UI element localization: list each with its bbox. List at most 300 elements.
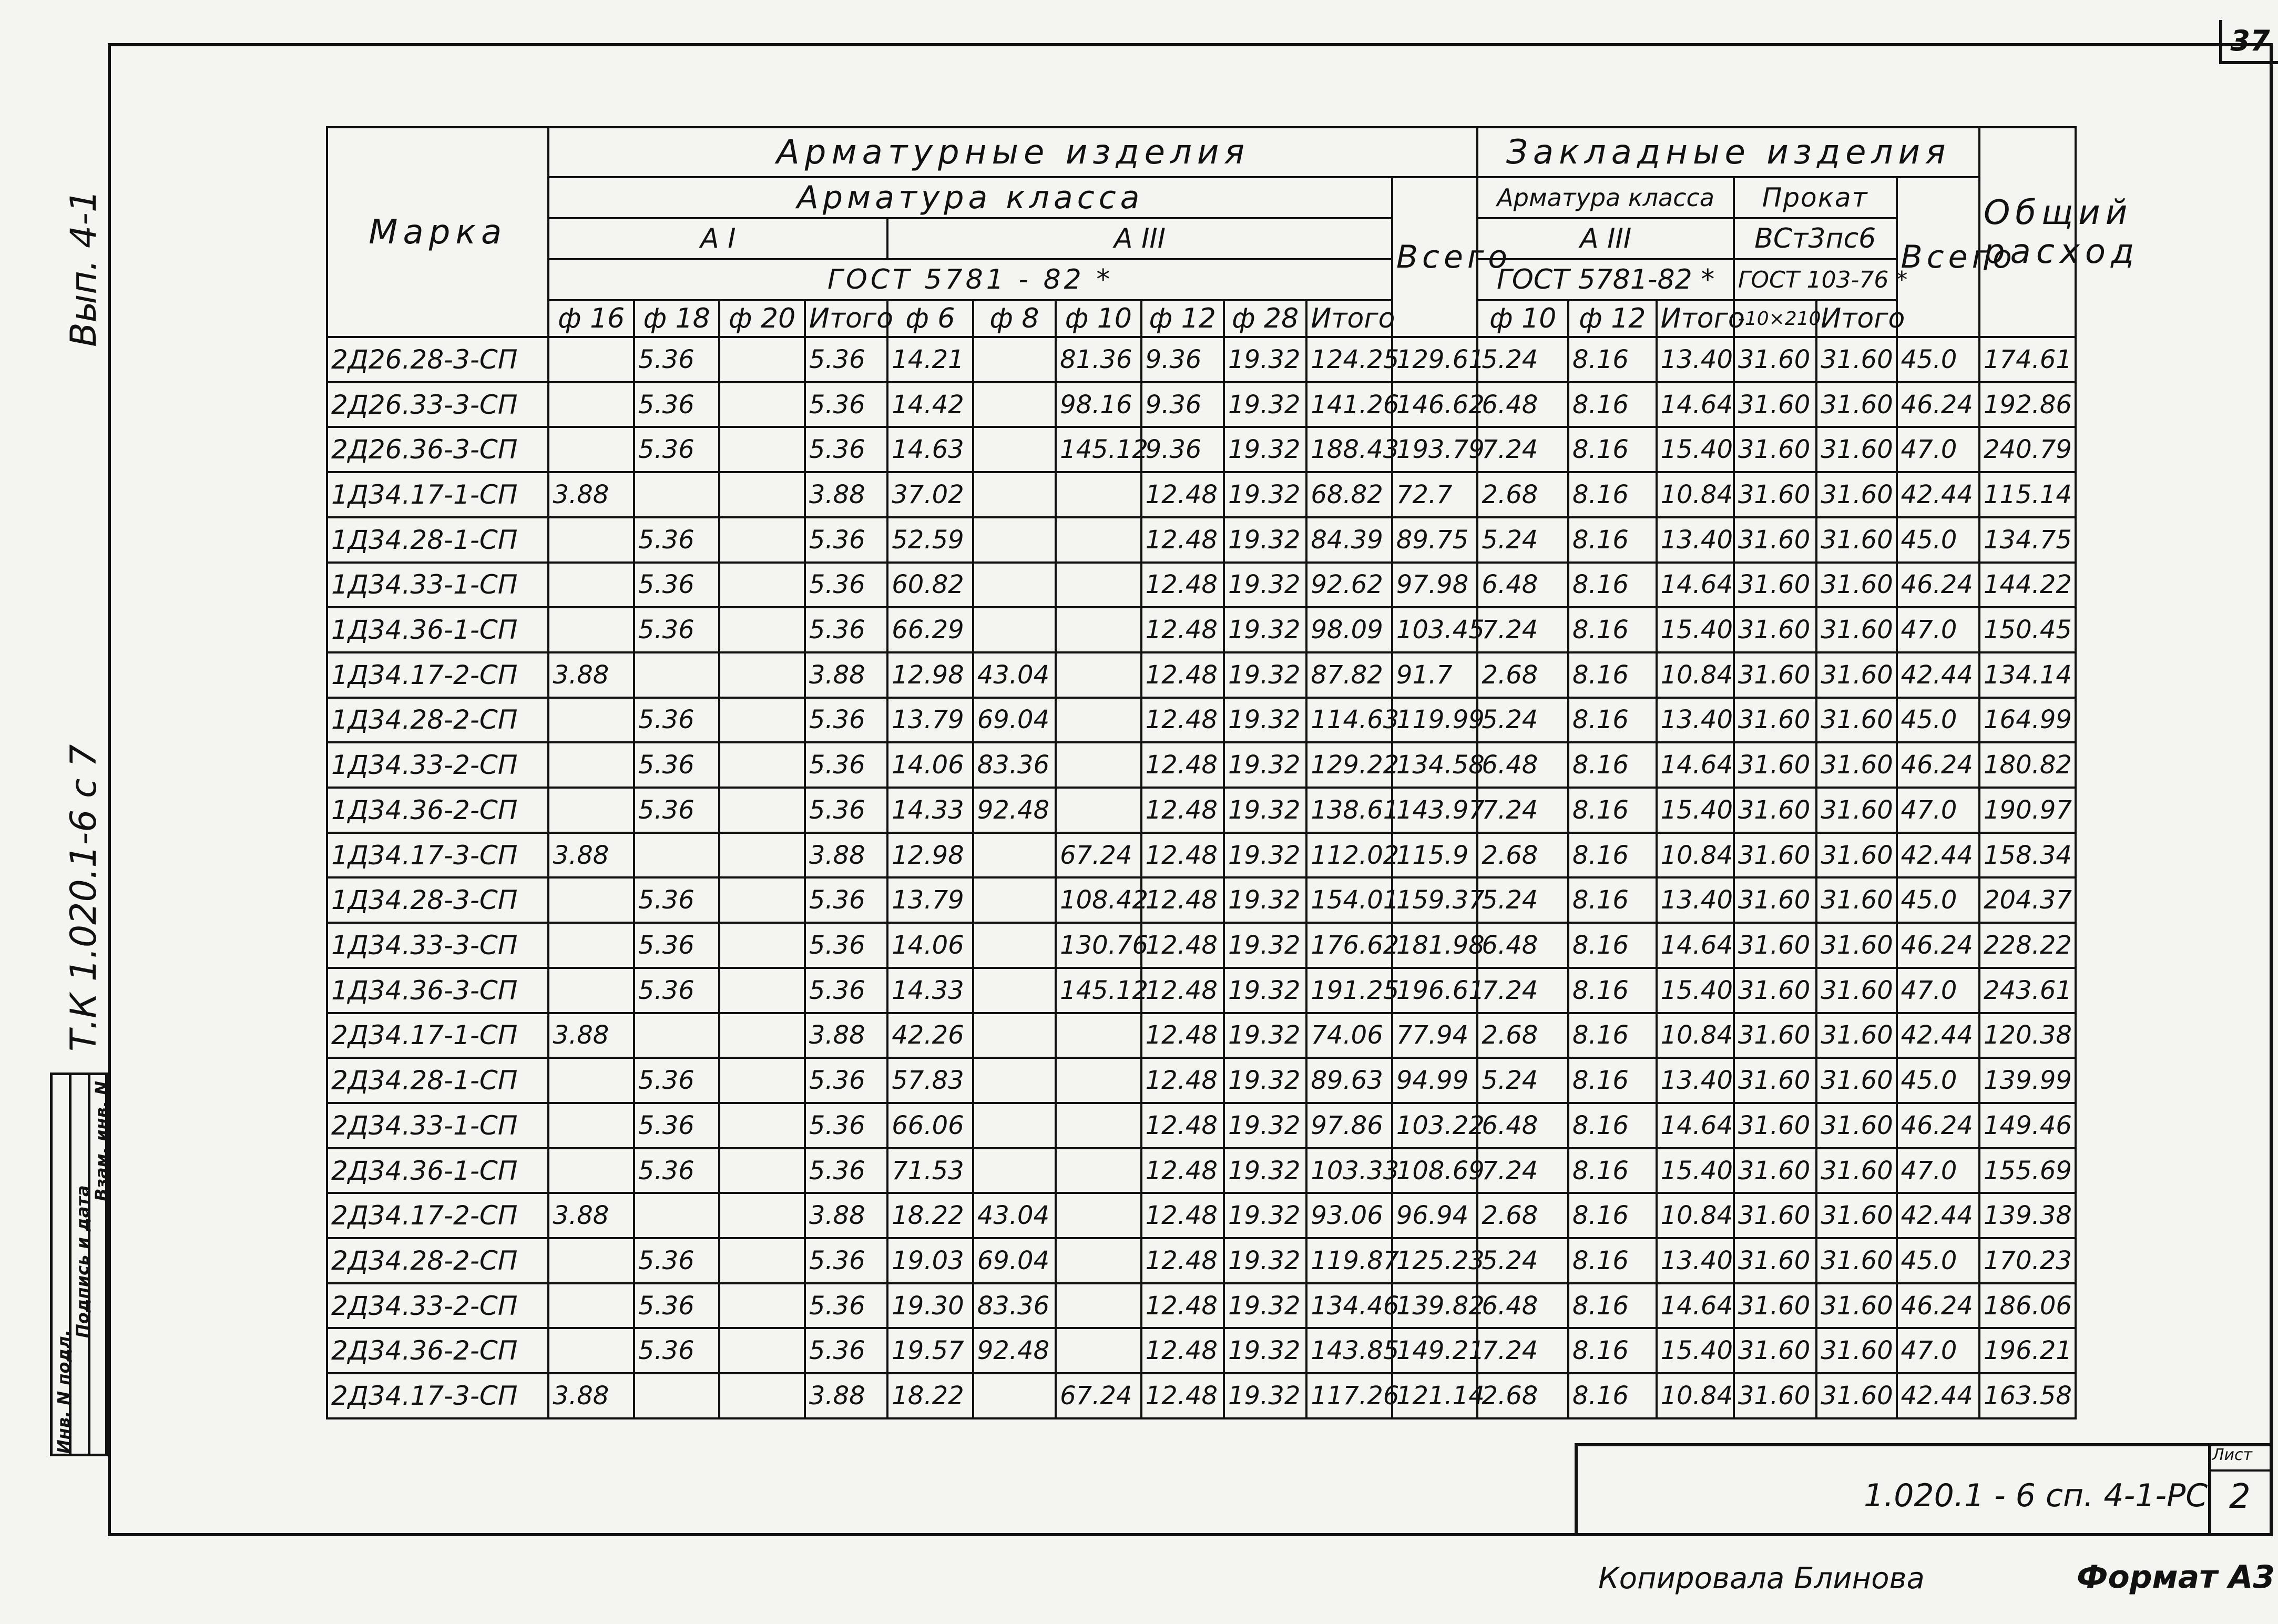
row-value: 46.24 xyxy=(1897,563,1979,608)
row-value: 3.88 xyxy=(548,1013,634,1058)
row-value: 31.60 xyxy=(1816,833,1896,878)
row-value: 96.94 xyxy=(1392,1193,1478,1238)
column-header: Итого xyxy=(805,300,887,337)
row-value: 5.36 xyxy=(805,427,887,472)
sheet-divider xyxy=(2208,1469,2273,1472)
row-mark: 2Д34.17-1-СП xyxy=(327,1013,548,1058)
row-value: 5.36 xyxy=(634,517,719,563)
row-value: 8.16 xyxy=(1568,1193,1657,1238)
row-value: 5.36 xyxy=(805,788,887,833)
row-value: 14.06 xyxy=(887,742,973,788)
row-value xyxy=(973,1148,1056,1193)
header-z-armatura-klassa: Арматура класса xyxy=(1477,177,1733,218)
row-value: 5.36 xyxy=(634,1103,719,1148)
row-value: 31.60 xyxy=(1816,1328,1896,1373)
row-value: 12.48 xyxy=(1141,877,1224,923)
row-value: 19.32 xyxy=(1224,1238,1306,1283)
row-value: 19.32 xyxy=(1224,1193,1306,1238)
row-mark: 2Д26.33-3-СП xyxy=(327,382,548,427)
row-value: 103.45 xyxy=(1392,607,1478,652)
row-value: 13.79 xyxy=(887,877,973,923)
row-value: 5.36 xyxy=(805,742,887,788)
row-value xyxy=(973,968,1056,1013)
row-value: 43.04 xyxy=(973,1193,1056,1238)
row-value: 7.24 xyxy=(1477,1148,1568,1193)
row-value: 14.64 xyxy=(1657,382,1734,427)
row-value: 31.60 xyxy=(1734,1283,1816,1329)
row-value: 94.99 xyxy=(1392,1058,1478,1103)
sheet-number: 2 xyxy=(2229,1477,2251,1516)
row-value xyxy=(719,337,804,382)
row-value xyxy=(1056,698,1141,743)
table-row xyxy=(327,833,2076,878)
row-value: 12.48 xyxy=(1141,607,1224,652)
row-value: 7.24 xyxy=(1477,1328,1568,1373)
row-value: 8.16 xyxy=(1568,1103,1657,1148)
row-value: 93.06 xyxy=(1306,1193,1392,1238)
row-value: 8.16 xyxy=(1568,1328,1657,1373)
row-value xyxy=(548,607,634,652)
row-value: 67.24 xyxy=(1056,833,1141,878)
row-value: 19.32 xyxy=(1224,923,1306,968)
row-value: 12.48 xyxy=(1141,1328,1224,1373)
row-value xyxy=(548,968,634,1013)
table-row xyxy=(327,382,2076,427)
row-mark: 2Д34.33-1-СП xyxy=(327,1103,548,1148)
row-value: 143.97 xyxy=(1392,788,1478,833)
row-value: 42.44 xyxy=(1897,833,1979,878)
row-value: 145.12 xyxy=(1056,968,1141,1013)
row-value: 46.24 xyxy=(1897,742,1979,788)
row-value: 31.60 xyxy=(1734,382,1816,427)
row-value: 15.40 xyxy=(1657,968,1734,1013)
row-value xyxy=(1056,1193,1141,1238)
row-value xyxy=(973,563,1056,608)
row-value xyxy=(973,382,1056,427)
row-value: 5.36 xyxy=(634,1328,719,1373)
row-value: 19.32 xyxy=(1224,337,1306,382)
row-value: 15.40 xyxy=(1657,788,1734,833)
row-mark: 1Д34.28-3-СП xyxy=(327,877,548,923)
row-value: 15.40 xyxy=(1657,1328,1734,1373)
row-value: 190.97 xyxy=(1979,788,2076,833)
row-value: 8.16 xyxy=(1568,968,1657,1013)
table-row xyxy=(327,1373,2076,1418)
row-value: 13.79 xyxy=(887,698,973,743)
row-value: 31.60 xyxy=(1734,833,1816,878)
row-value: 15.40 xyxy=(1657,427,1734,472)
row-value: 121.14 xyxy=(1392,1373,1478,1418)
row-value: 19.32 xyxy=(1224,652,1306,698)
header-z-vsego: Всего xyxy=(1897,177,1979,337)
row-value: 181.98 xyxy=(1392,923,1478,968)
row-value xyxy=(1056,1058,1141,1103)
column-header: ф 10 xyxy=(1477,300,1568,337)
row-value: 31.60 xyxy=(1816,1058,1896,1103)
row-value xyxy=(1056,1103,1141,1148)
row-value: 45.0 xyxy=(1897,877,1979,923)
stamp-label-replace: Взам. инв. N xyxy=(91,1081,111,1201)
row-value: 31.60 xyxy=(1816,517,1896,563)
row-value: 15.40 xyxy=(1657,1148,1734,1193)
row-value: 81.36 xyxy=(1056,337,1141,382)
row-value: 18.22 xyxy=(887,1373,973,1418)
row-value xyxy=(973,607,1056,652)
header-a1: А I xyxy=(548,218,887,259)
row-value: 87.82 xyxy=(1306,652,1392,698)
row-value xyxy=(548,698,634,743)
column-header: ф 18 xyxy=(634,300,719,337)
row-value: 19.32 xyxy=(1224,1148,1306,1193)
row-value: 150.45 xyxy=(1979,607,2076,652)
row-value: 45.0 xyxy=(1897,517,1979,563)
row-value: 19.32 xyxy=(1224,472,1306,517)
row-value xyxy=(1056,607,1141,652)
row-value: 31.60 xyxy=(1816,652,1896,698)
row-value: 2.68 xyxy=(1477,1373,1568,1418)
row-value: 9.36 xyxy=(1141,337,1224,382)
row-value: 12.48 xyxy=(1141,1013,1224,1058)
row-value: 31.60 xyxy=(1734,563,1816,608)
row-value: 5.36 xyxy=(805,607,887,652)
row-value xyxy=(1056,472,1141,517)
row-value: 158.34 xyxy=(1979,833,2076,878)
row-value: 5.36 xyxy=(634,877,719,923)
row-value: 3.88 xyxy=(548,652,634,698)
row-value: 8.16 xyxy=(1568,923,1657,968)
row-value: 5.36 xyxy=(805,1103,887,1148)
header-armatur-izdelia: Арматурные изделия xyxy=(548,127,1477,177)
row-value: 129.61 xyxy=(1392,337,1478,382)
row-value: 3.88 xyxy=(548,833,634,878)
row-value: 3.88 xyxy=(548,1373,634,1418)
row-value: 5.36 xyxy=(805,698,887,743)
row-mark: 2Д26.28-3-СП xyxy=(327,337,548,382)
row-value: 31.60 xyxy=(1734,1238,1816,1283)
row-value xyxy=(719,1328,804,1373)
row-value: 19.32 xyxy=(1224,1283,1306,1329)
page-number: 37 xyxy=(2219,20,2278,64)
row-value: 5.36 xyxy=(634,607,719,652)
row-value: 89.63 xyxy=(1306,1058,1392,1103)
row-value: 6.48 xyxy=(1477,1283,1568,1329)
table-row xyxy=(327,1058,2076,1103)
row-value: 42.44 xyxy=(1897,652,1979,698)
row-value: 10.84 xyxy=(1657,1193,1734,1238)
row-mark: 2Д26.36-3-СП xyxy=(327,427,548,472)
row-value: 204.37 xyxy=(1979,877,2076,923)
row-value: 144.22 xyxy=(1979,563,2076,608)
row-value xyxy=(548,382,634,427)
row-mark: 1Д34.36-1-СП xyxy=(327,607,548,652)
row-mark: 1Д34.33-2-СП xyxy=(327,742,548,788)
row-value xyxy=(973,427,1056,472)
row-mark: 2Д34.36-1-СП xyxy=(327,1148,548,1193)
row-mark: 2Д34.28-1-СП xyxy=(327,1058,548,1103)
row-value: 14.64 xyxy=(1657,742,1734,788)
row-value: 14.63 xyxy=(887,427,973,472)
row-value: 6.48 xyxy=(1477,563,1568,608)
column-header: ф 6 xyxy=(887,300,973,337)
row-value: 112.02 xyxy=(1306,833,1392,878)
row-value: 3.88 xyxy=(805,1193,887,1238)
copied-by: Копировала Блинова xyxy=(1598,1561,1925,1596)
row-value: 31.60 xyxy=(1734,337,1816,382)
row-value: 15.40 xyxy=(1657,607,1734,652)
row-value: 19.32 xyxy=(1224,1328,1306,1373)
row-value xyxy=(719,833,804,878)
row-mark: 1Д34.17-2-СП xyxy=(327,652,548,698)
row-value: 103.33 xyxy=(1306,1148,1392,1193)
row-value: 14.64 xyxy=(1657,1283,1734,1329)
row-value: 12.98 xyxy=(887,833,973,878)
row-value: 130.76 xyxy=(1056,923,1141,968)
row-value: 3.88 xyxy=(805,833,887,878)
row-value: 12.48 xyxy=(1141,742,1224,788)
row-value: 13.40 xyxy=(1657,517,1734,563)
row-value: 12.48 xyxy=(1141,563,1224,608)
row-value xyxy=(719,607,804,652)
row-value: 5.36 xyxy=(634,742,719,788)
row-value xyxy=(719,968,804,1013)
row-mark: 2Д34.33-2-СП xyxy=(327,1283,548,1329)
row-value: 5.36 xyxy=(805,1328,887,1373)
row-value: 5.36 xyxy=(805,382,887,427)
row-mark: 2Д34.36-2-СП xyxy=(327,1328,548,1373)
row-value xyxy=(719,923,804,968)
row-value: 31.60 xyxy=(1816,742,1896,788)
row-value: 14.64 xyxy=(1657,923,1734,968)
row-value: 31.60 xyxy=(1816,472,1896,517)
table-row xyxy=(327,1283,2076,1329)
row-value xyxy=(719,563,804,608)
row-value xyxy=(973,1013,1056,1058)
row-value xyxy=(719,1238,804,1283)
row-value: 5.36 xyxy=(805,1283,887,1329)
row-value xyxy=(719,742,804,788)
row-value: 5.36 xyxy=(634,337,719,382)
column-header: ф 10 xyxy=(1056,300,1141,337)
row-value: 19.32 xyxy=(1224,698,1306,743)
row-value: 84.39 xyxy=(1306,517,1392,563)
row-value: 149.46 xyxy=(1979,1103,2076,1148)
row-value: 5.36 xyxy=(805,923,887,968)
row-value: 193.79 xyxy=(1392,427,1478,472)
row-value: 31.60 xyxy=(1734,1373,1816,1418)
row-value: 31.60 xyxy=(1734,1058,1816,1103)
row-value xyxy=(719,788,804,833)
stamp-label-inv: Инв. N подл. xyxy=(54,1330,74,1454)
column-header: Итого xyxy=(1306,300,1392,337)
row-value xyxy=(719,382,804,427)
row-value: 12.48 xyxy=(1141,1373,1224,1418)
row-value: 31.60 xyxy=(1816,1373,1896,1418)
row-value: 8.16 xyxy=(1568,517,1657,563)
row-value: 45.0 xyxy=(1897,698,1979,743)
row-value xyxy=(548,877,634,923)
table-row xyxy=(327,1193,2076,1238)
header-obshchiy: Общий расход xyxy=(1979,127,2076,337)
row-value xyxy=(973,1103,1056,1148)
header-z-a3: А III xyxy=(1477,218,1733,259)
row-value: 19.32 xyxy=(1224,382,1306,427)
row-value: 146.62 xyxy=(1392,382,1478,427)
row-value: 163.58 xyxy=(1979,1373,2076,1418)
row-value: 10.84 xyxy=(1657,833,1734,878)
row-value: 243.61 xyxy=(1979,968,2076,1013)
row-value: 5.36 xyxy=(634,698,719,743)
row-value: 6.48 xyxy=(1477,923,1568,968)
row-value xyxy=(973,1373,1056,1418)
row-value: 31.60 xyxy=(1816,427,1896,472)
table-row xyxy=(327,517,2076,563)
row-value: 98.16 xyxy=(1056,382,1141,427)
row-value: 42.44 xyxy=(1897,472,1979,517)
row-value: 10.84 xyxy=(1657,472,1734,517)
row-value: 83.36 xyxy=(973,742,1056,788)
row-value: 5.36 xyxy=(634,382,719,427)
row-value: 5.36 xyxy=(805,563,887,608)
row-value: 14.64 xyxy=(1657,1103,1734,1148)
column-header: ф 20 xyxy=(719,300,804,337)
header-vsego: Всего xyxy=(1392,177,1478,337)
row-value xyxy=(548,1283,634,1329)
row-value: 72.7 xyxy=(1392,472,1478,517)
row-value: 174.61 xyxy=(1979,337,2076,382)
row-value: 31.60 xyxy=(1734,607,1816,652)
row-value xyxy=(719,1103,804,1148)
row-value: 97.86 xyxy=(1306,1103,1392,1148)
row-value: 134.46 xyxy=(1306,1283,1392,1329)
row-value: 31.60 xyxy=(1816,698,1896,743)
row-value xyxy=(548,337,634,382)
stamp-label-signature: Подпись и дата xyxy=(73,1185,93,1338)
row-value xyxy=(548,563,634,608)
header-vst: ВСт3пс6 xyxy=(1734,218,1897,259)
row-value: 8.16 xyxy=(1568,1373,1657,1418)
row-value: 69.04 xyxy=(973,698,1056,743)
row-value: 5.36 xyxy=(805,968,887,1013)
row-value xyxy=(548,1328,634,1373)
format-label: Формат А3 xyxy=(2077,1559,2275,1596)
row-value: 8.16 xyxy=(1568,1238,1657,1283)
row-value xyxy=(719,652,804,698)
row-value: 8.16 xyxy=(1568,472,1657,517)
row-value: 31.60 xyxy=(1816,1193,1896,1238)
row-value: 31.60 xyxy=(1816,1013,1896,1058)
row-value: 31.60 xyxy=(1816,923,1896,968)
row-value: 5.24 xyxy=(1477,877,1568,923)
row-value: 2.68 xyxy=(1477,472,1568,517)
row-value: 5.36 xyxy=(634,923,719,968)
row-value: 10.84 xyxy=(1657,1373,1734,1418)
row-value: 13.40 xyxy=(1657,877,1734,923)
row-value: 14.42 xyxy=(887,382,973,427)
row-value: 108.42 xyxy=(1056,877,1141,923)
row-value: 108.69 xyxy=(1392,1148,1478,1193)
row-value: 13.40 xyxy=(1657,337,1734,382)
row-value: 8.16 xyxy=(1568,607,1657,652)
row-value: 19.32 xyxy=(1224,833,1306,878)
row-value: 91.7 xyxy=(1392,652,1478,698)
row-value: 120.38 xyxy=(1979,1013,2076,1058)
row-value: 14.64 xyxy=(1657,563,1734,608)
row-value xyxy=(548,788,634,833)
row-value: 196.61 xyxy=(1392,968,1478,1013)
row-value: 2.68 xyxy=(1477,1013,1568,1058)
row-value: 14.21 xyxy=(887,337,973,382)
row-value: 5.24 xyxy=(1477,1238,1568,1283)
row-value: 19.30 xyxy=(887,1283,973,1329)
row-value: 114.63 xyxy=(1306,698,1392,743)
row-mark: 1Д34.36-2-СП xyxy=(327,788,548,833)
row-value xyxy=(1056,1238,1141,1283)
row-value: 31.60 xyxy=(1734,968,1816,1013)
row-value: 19.32 xyxy=(1224,1058,1306,1103)
row-value: 19.32 xyxy=(1224,968,1306,1013)
header-a3: А III xyxy=(887,218,1392,259)
row-value: 12.48 xyxy=(1141,788,1224,833)
row-value: 6.48 xyxy=(1477,742,1568,788)
row-value xyxy=(634,1373,719,1418)
row-value: 8.16 xyxy=(1568,698,1657,743)
row-value: 31.60 xyxy=(1816,1283,1896,1329)
row-value: 145.12 xyxy=(1056,427,1141,472)
row-value xyxy=(719,1013,804,1058)
table-row xyxy=(327,877,2076,923)
row-value: 3.88 xyxy=(548,472,634,517)
column-header: ф 12 xyxy=(1568,300,1657,337)
row-value: 5.36 xyxy=(634,1148,719,1193)
row-value: 19.57 xyxy=(887,1328,973,1373)
table-row xyxy=(327,607,2076,652)
row-value: 8.16 xyxy=(1568,382,1657,427)
row-value xyxy=(634,1193,719,1238)
row-value xyxy=(1056,517,1141,563)
row-value xyxy=(634,652,719,698)
row-value: 13.40 xyxy=(1657,1058,1734,1103)
approval-stamp-strip xyxy=(50,1073,111,1456)
row-value: 18.22 xyxy=(887,1193,973,1238)
row-value: 7.24 xyxy=(1477,607,1568,652)
row-value: 46.24 xyxy=(1897,382,1979,427)
row-value: 8.16 xyxy=(1568,1283,1657,1329)
row-value: 12.48 xyxy=(1141,472,1224,517)
row-value: 141.26 xyxy=(1306,382,1392,427)
column-header: Итого xyxy=(1657,300,1734,337)
row-value: 13.40 xyxy=(1657,1238,1734,1283)
row-value: 46.24 xyxy=(1897,1103,1979,1148)
row-value: 5.36 xyxy=(805,1148,887,1193)
row-mark: 2Д34.28-2-СП xyxy=(327,1238,548,1283)
row-value: 89.75 xyxy=(1392,517,1478,563)
row-value: 228.22 xyxy=(1979,923,2076,968)
row-value: 12.98 xyxy=(887,652,973,698)
row-value: 31.60 xyxy=(1816,788,1896,833)
row-value: 19.32 xyxy=(1224,788,1306,833)
header-prokat-gost: ГОСТ 103-76 * xyxy=(1734,259,1897,300)
row-value xyxy=(634,833,719,878)
row-value: 164.99 xyxy=(1979,698,2076,743)
row-value xyxy=(1056,1148,1141,1193)
row-value: 57.83 xyxy=(887,1058,973,1103)
header-marka: Марка xyxy=(327,127,548,337)
row-value: 14.06 xyxy=(887,923,973,968)
row-value: 31.60 xyxy=(1734,877,1816,923)
row-value: 83.36 xyxy=(973,1283,1056,1329)
row-value: 5.36 xyxy=(634,968,719,1013)
row-value xyxy=(634,472,719,517)
